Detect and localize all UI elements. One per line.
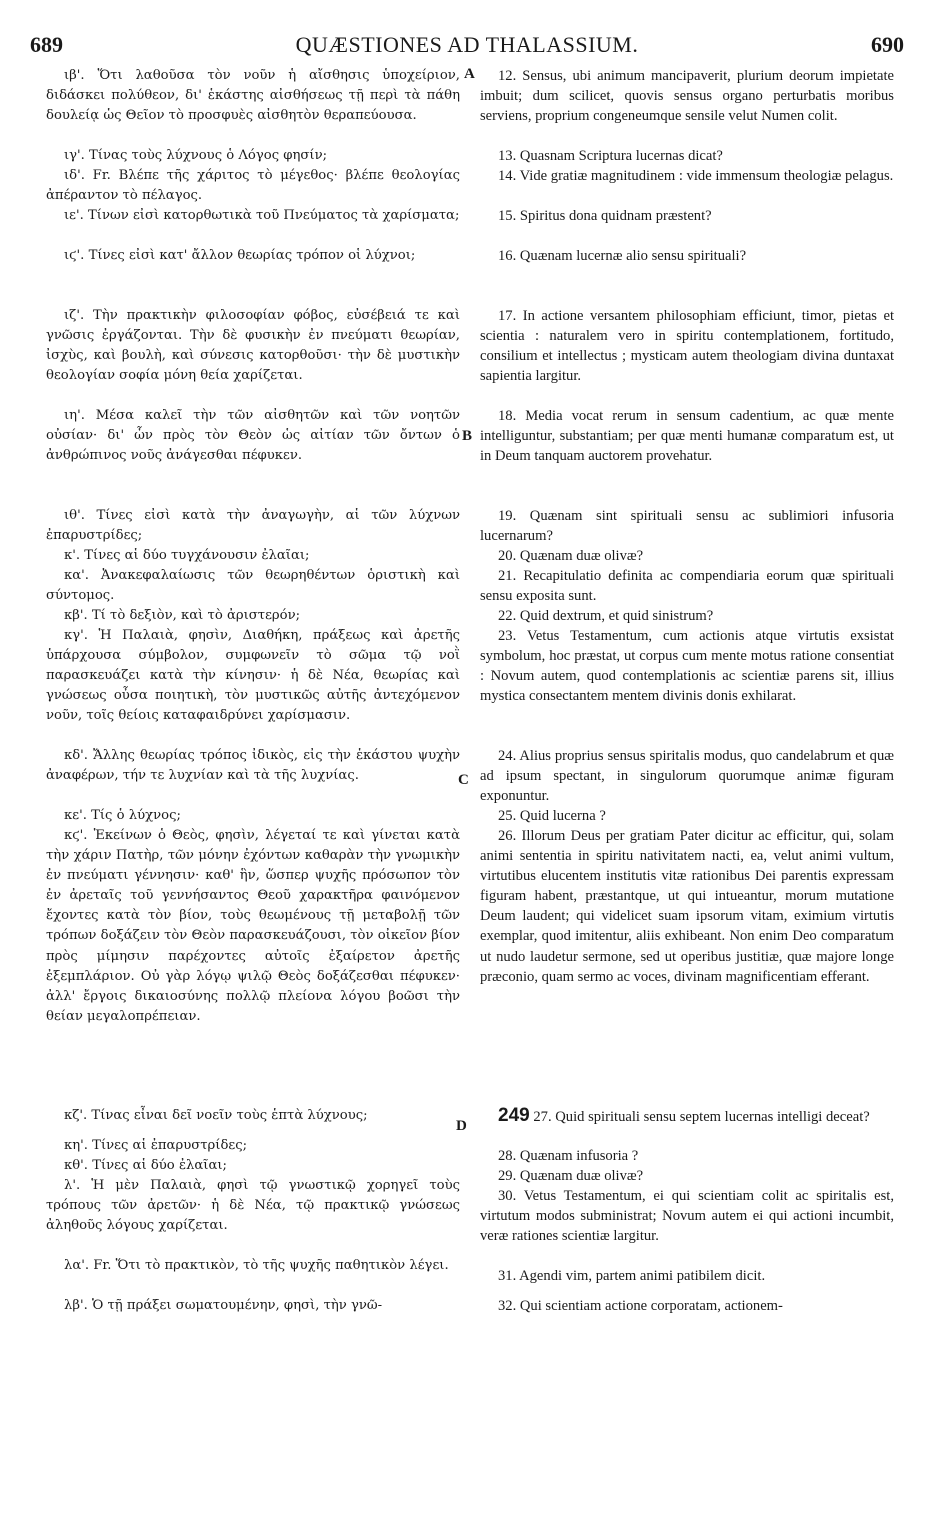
greek-para-19: ιθ'. Τίνες εἰσὶ κατὰ τὴν ἀναγωγὴν, αἱ τῶν λύχνων ἐπαρυστρίδες; (46, 508, 460, 544)
greek-para-20: κ'. Τίνες αἱ δύο τυγχάνουσιν ἐλαῖαι; (64, 548, 310, 563)
greek-para-31: λα'. Fr. Ὅτι τὸ πρακτικὸν, τὸ τῆς ψυχῆς παθητικὸν λέγει. (64, 1258, 449, 1273)
greek-para-21: κα'. Ἀνακεφαλαίωσις τῶν θεωρηθέντων ὁριστικὴ καὶ σύντομος. (46, 568, 460, 604)
page-number-left: 689 (30, 32, 63, 57)
latin-para-29: 29. Quænam duæ olivæ? (498, 1168, 644, 1184)
latin-para-21: 21. Recapitulatio definita ac compendiaria eorum quæ spirituali sensu exposita sunt. (480, 568, 894, 605)
latin-column (480, 66, 894, 1316)
latin-para-20: 20. Quænam duæ olivæ? (498, 548, 644, 564)
latin-para-16: 16. Quænam lucernæ alio sensu spirituali? (498, 248, 747, 264)
latin-para-28: 28. Quænam infusoria ? (498, 1148, 639, 1164)
latin-para-31: 31. Agendi vim, partem animi patibilem dicit. (498, 1268, 766, 1284)
latin-para-25: 25. Quid lucerna ? (498, 808, 606, 824)
latin-para-15: 15. Spiritus dona quidnam præstent? (498, 208, 712, 224)
latin-para-27-text: 27. Quid spirituali sensu septem lucernas intelligi deceat? (533, 1109, 870, 1125)
greek-para-30: λ'. Ἡ μὲν Παλαιὰ, φησὶ τῷ γνωστικῷ χορηγεῖ τοὺς τρόπους τῶν ἀρετῶν· ἡ δὲ Νέα, τῷ πρακτικῷ γνώσεως ἀληθοῦς λόγους χαρίζεται. (46, 1178, 460, 1234)
greek-para-25: κε'. Τίς ὁ λύχνος; (64, 808, 181, 823)
greek-para-28: κη'. Τίνες αἱ ἐπαρυστρίδες; (64, 1138, 248, 1153)
margin-marker-b: B (462, 428, 473, 444)
greek-para-24: κδ'. Ἄλλης θεωρίας τρόπος ἰδικὸς, εἰς τὴν ἑκάστου ψυχὴν ἀναφέρων, τήν τε λυχνίαν καὶ τὰ τῆς λυχνίας. (46, 748, 460, 784)
page-number-right: 690 (871, 32, 904, 57)
greek-para-16: ιϛ'. Τίνες εἰσὶ κατ' ἄλλον θεωρίας τρόπον οἱ λύχνοι; (64, 248, 416, 263)
greek-para-27: κζ'. Τίνας εἶναι δεῖ νοεῖν τοὺς ἑπτὰ λύχνους; (64, 1108, 368, 1123)
greek-para-14: ιδ'. Fr. Βλέπε τῆς χάριτος τὸ μέγεθος· βλέπε θεολογίας ἀπέραντον τὸ πέλαγος. (46, 168, 460, 204)
greek-para-32: λβ'. Ὁ τῇ πράξει σωματουμένην, φησὶ, τὴν γνῶ- (64, 1298, 383, 1313)
greek-para-17: ιζ'. Τὴν πρακτικὴν φιλοσοφίαν φόβος, εὐσέβειά τε καὶ γνῶσις ἐργάζονται. Τὴν δὲ φυσικὴν ἐν πνεύματι θεωρίαν, ἰσχὺς, καὶ βουλὴ, καὶ σύνεσις κατορθοῦσι· τὴν δὲ μυστικὴν θεολογίαν σοφία μόνη θεία χαρίζεται. (46, 308, 460, 384)
greek-para-13: ιγ'. Τίνας τοὺς λύχνους ὁ Λόγος φησίν; (64, 148, 328, 163)
latin-para-22: 22. Quid dextrum, et quid sinistrum? (498, 608, 714, 624)
latin-para-23: 23. Vetus Testamentum, cum actionis atque virtutis exsistat symbolum, hoc præstat, ut corpus cum mente motus ratione consentiat : Novum autem, quod contemplationis ac scientiæ parens sit, illius mystica consectantem mentem divinis donis exhilarat. (480, 628, 894, 705)
greek-para-26: κϛ'. Ἐκείνων ὁ Θεὸς, φησὶν, λέγεταί τε καὶ γίνεται κατὰ τὴν χάριν Πατὴρ, τῶν μόνην ἐχόντων καθαρὰν τὴν γνωμικὴν ἐν πνεύματι γέννησιν· καθ' ἣν, ὥσπερ ψυχῆς πρόσωπον τὸν ἐν ἀρεταῖς τοῦ γεννήσαντος Θεοῦ χαρακτῆρα φαινόμενον ἔχοντες κατὰ τὸν βίον, τοὺς θεωμένους τῇ μεταβολῇ τῶν τρόπων δοξάζειν τὸν Θεὸν παρασκευάζουσι, τὸν οἰκεῖον βίον πρὸς μίμησιν παρέχοντες αὐτοῖς ἐξαίρετον ἀρετῆς ἐξεμπλάριον. Οὐ γὰρ λόγῳ ψιλῷ Θεὸς δοξάζεσθαι πέφυκεν· ἀλλ' ἔργοις δικαιοσύνης πολλῷ πλείονα λόγου βοῶσι τὴν θείαν μεγαλοπρέπειαν. (46, 828, 460, 1024)
page-header (30, 32, 904, 60)
running-title: QUÆSTIONES AD THALASSIUM. (295, 32, 639, 57)
latin-para-17: 17. In actione versantem philosophiam efficiunt, timor, pietas et scientia : naturalem vero in spiritu contemplationem, fortitudo, consilium et intellectus ; mysticam autem theologiam divina duntaxat sapientia largitur. (480, 308, 894, 385)
greek-para-23: κγ'. Ἡ Παλαιὰ, φησὶν, Διαθήκη, πράξεως καὶ ἀρετῆς ὑπάρχουσα σύμβολον, συμφωνεῖν τὸ σῶμα τῷ νοῒ παρασκευάζει κατὰ τὴν κίνησιν· ἡ δὲ Νέα, θεωρίας καὶ γνώσεως οὖσα ποιητικὴ, τὸν μυστικῶς αὐτῆς ἀντεχόμενον νοῦν, τοῖς θείοις καταφαιδρύνει χαρίσμασιν. (46, 628, 460, 724)
latin-para-32: 32. Qui scientiam actione corporatam, actionem- (498, 1298, 783, 1314)
column-number: 249 (498, 1105, 530, 1126)
latin-para-26: 26. Illorum Deus per gratiam Pater dicitur ac efficitur, qui, solam animi sententia in spiritu nativitatem nacti, ea, velut animi vultum, virtutibus elucentem institutis vitæ rationibus Dei parentis expressam figuram habent, præstantque, ut qui intueantur, morum mutatione Deum laudent; qui videlicet suam ipsorum vitam, eximium virtutis exemplar, quod imitentur, aliis exhibeant. Non enim Deo comparatum ut nudo laudetur sermone, sed ut operibus justitiæ, quæ majore longe præconio, quam sermo ac voces, divinam magnificentiam efferant. (480, 828, 894, 985)
greek-para-12: ιβ'. Ὅτι λαθοῦσα τὸν νοῦν ἡ αἴσθησις ὑποχείριον, διδάσκει πολύθεον, δι' ἑκάστης αἰσθήσεως τῇ περὶ τὰ πάθη δουλείᾳ ὡς Θεῖον τὸ προσφυὲς αἰσθητὸν θεραπεύουσα. (46, 68, 460, 124)
greek-column (46, 66, 460, 1316)
latin-para-18: 18. Media vocat rerum in sensum cadentium, ac quæ mente intelliguntur, substantiam; per quæ menti humanæ comparatum est, ut in Deum tanquam auctorem provehatur. (480, 408, 894, 465)
latin-para-27 (480, 1106, 894, 1146)
greek-para-15: ιε'. Τίνων εἰσὶ κατορθωτικὰ τοῦ Πνεύματος τὰ χαρίσματα; (64, 208, 460, 223)
margin-marker-d: D (456, 1118, 467, 1134)
greek-para-22: κβ'. Τί τὸ δεξιὸν, καὶ τὸ ἀριστερόν; (64, 608, 301, 623)
latin-para-19: 19. Quænam sint spirituali sensu ac sublimiori infusoria lucernarum? (480, 508, 894, 545)
margin-marker-c: C (458, 772, 469, 788)
margin-marker-a: A (464, 66, 475, 82)
latin-para-12: 12. Sensus, ubi animum mancipaverit, plurium deorum impietate imbuit; dum scilicet, quovis sensus organo perturbatis moribus serviens, proprium congeneumque sensile velut Numen colit. (480, 68, 894, 125)
latin-para-13: 13. Quasnam Scriptura lucernas dicat? (498, 148, 723, 164)
greek-para-29: κθ'. Τίνες αἱ δύο ἐλαῖαι; (64, 1158, 227, 1173)
latin-para-14: 14. Vide gratiæ magnitudinem : vide immensum theologiæ pelagus. (498, 168, 894, 184)
latin-para-24: 24. Alius proprius sensus spiritalis modus, quo candelabrum et quæ ad ipsum spectant, in singulorum quorumque animæ figuram exponuntur. (480, 748, 894, 805)
latin-para-30: 30. Vetus Testamentum, ei qui scientiam colit ac spiritalis est, virtutum modos subministrat; Novum autem ei qui actioni incumbit, veræ rationes scientiæ largitur. (480, 1188, 894, 1245)
greek-para-18: ιη'. Μέσα καλεῖ τὴν τῶν αἰσθητῶν καὶ τῶν νοητῶν οὐσίαν· δι' ὧν πρὸς τὸν Θεὸν ὡς αἰτίαν τῶν ὄντων ὁ ἀνθρώπινος νοῦς ἀνάγεσθαι πέφυκεν. (46, 408, 460, 464)
